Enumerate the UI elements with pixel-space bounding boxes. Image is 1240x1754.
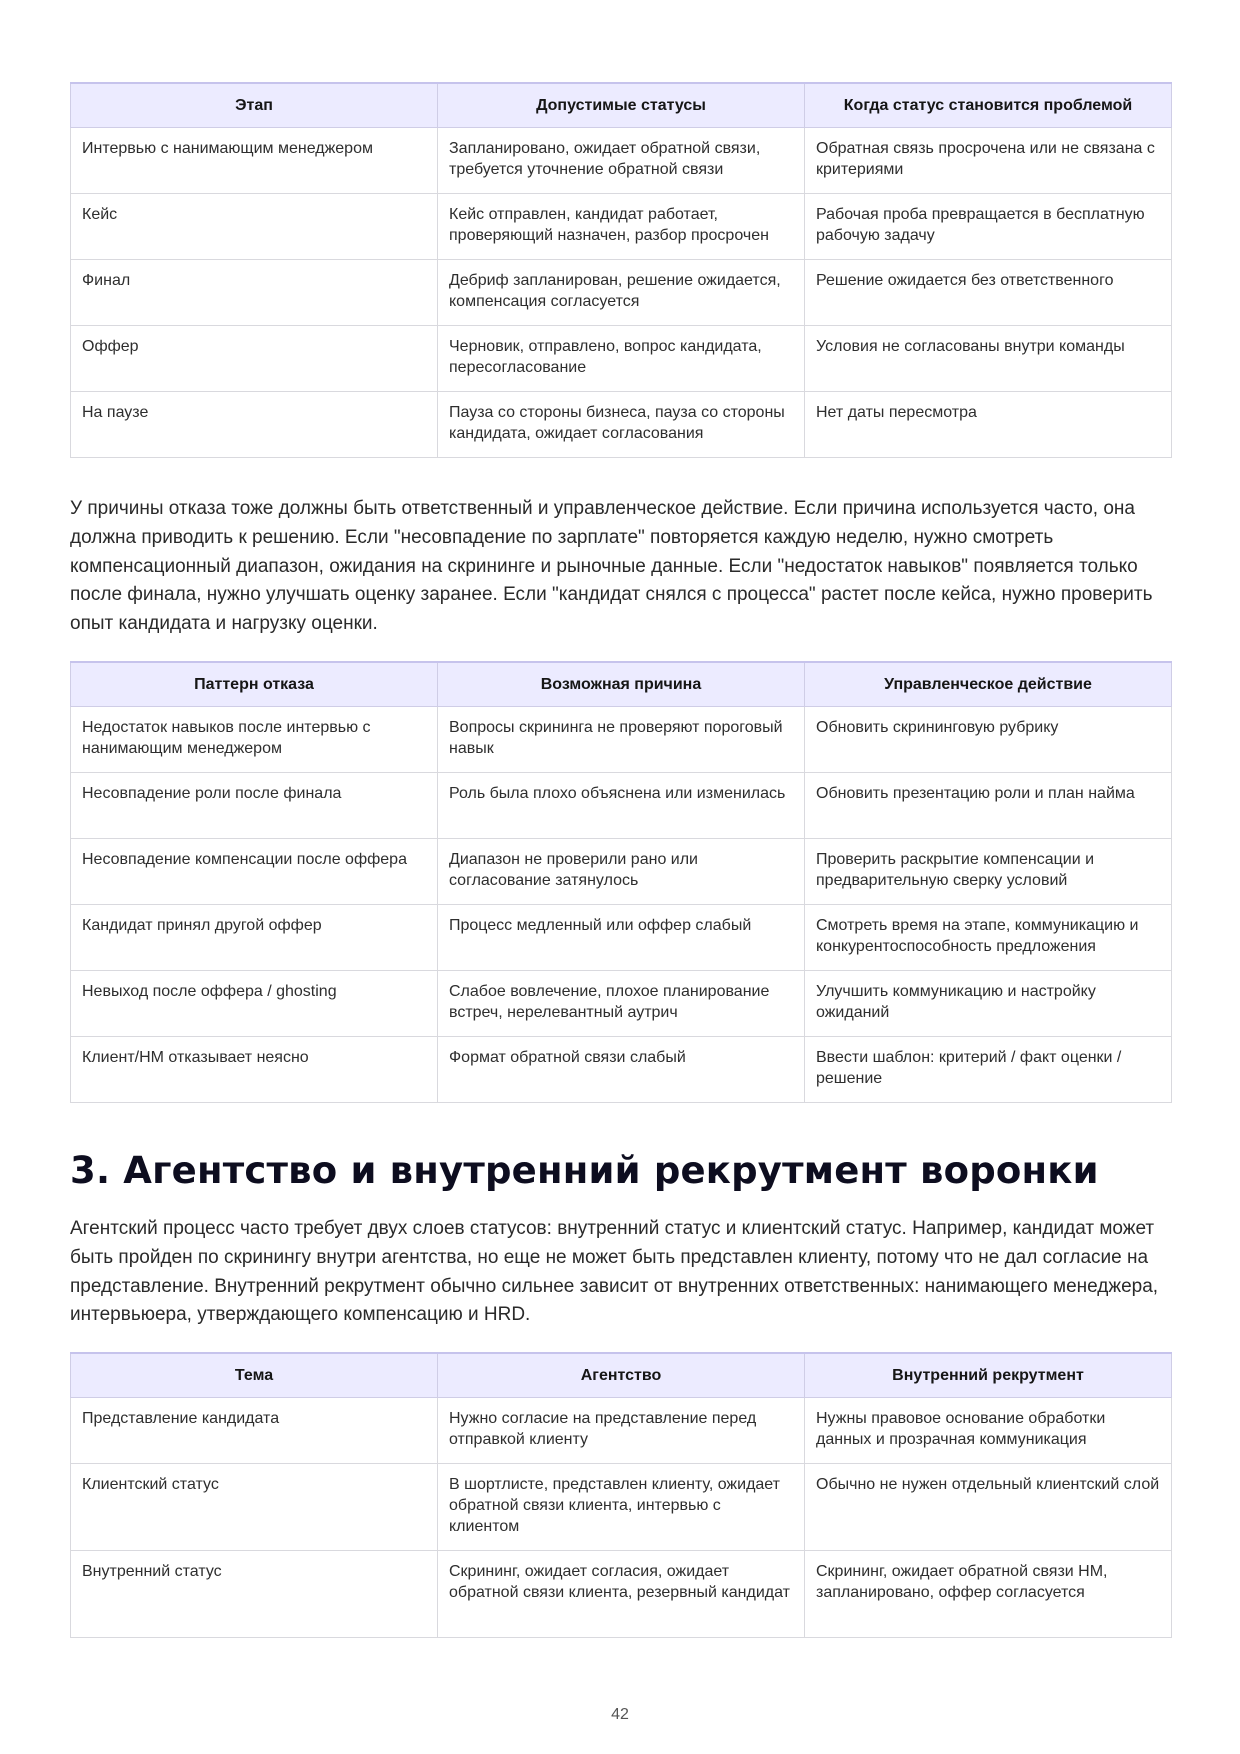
table-cell: Обновить скрининговую рубрику bbox=[805, 706, 1172, 772]
table-row bbox=[71, 1464, 1172, 1551]
table-cell: Смотреть время на этапе, коммуникацию и конкурентоспособность предложения bbox=[805, 904, 1172, 970]
table-header-row bbox=[71, 83, 1172, 128]
table-cell: Обновить презентацию роли и план найма bbox=[805, 772, 1172, 838]
table-cell: Скрининг, ожидает согласия, ожидает обратной связи клиента, резервный кандидат bbox=[438, 1551, 805, 1638]
column-header: Внутренний рекрутмент bbox=[805, 1353, 1172, 1398]
table-row bbox=[71, 326, 1172, 392]
document-page bbox=[70, 82, 1171, 1638]
section-heading: 3. Агентство и внутренний рекрутмент воронки bbox=[70, 1148, 1099, 1192]
table-cell: Пауза со стороны бизнеса, пауза со стороны кандидата, ожидает согласования bbox=[438, 392, 805, 458]
table-cell: Кейс bbox=[71, 194, 438, 260]
table-cell: Вопросы скрининга не проверяют пороговый навык bbox=[438, 706, 805, 772]
table-row bbox=[71, 260, 1172, 326]
table-cell: Процесс медленный или оффер слабый bbox=[438, 904, 805, 970]
table-cell: Проверить раскрытие компенсации и предварительную сверку условий bbox=[805, 838, 1172, 904]
stage-status-table bbox=[70, 82, 1172, 458]
table-cell: Интервью с нанимающим менеджером bbox=[71, 128, 438, 194]
table-cell: Дебриф запланирован, решение ожидается, компенсация согласуется bbox=[438, 260, 805, 326]
table-row bbox=[71, 1398, 1172, 1464]
table-cell: Оффер bbox=[71, 326, 438, 392]
table-cell: Рабочая проба превращается в бесплатную рабочую задачу bbox=[805, 194, 1172, 260]
table-row bbox=[71, 904, 1172, 970]
table-row bbox=[71, 838, 1172, 904]
table-cell: На паузе bbox=[71, 392, 438, 458]
table-cell: Представление кандидата bbox=[71, 1398, 438, 1464]
table-cell: Кейс отправлен, кандидат работает, проверяющий назначен, разбор просрочен bbox=[438, 194, 805, 260]
table-cell: Финал bbox=[71, 260, 438, 326]
table-cell: Условия не согласованы внутри команды bbox=[805, 326, 1172, 392]
table-cell: Несовпадение роли после финала bbox=[71, 772, 438, 838]
column-header: Этап bbox=[71, 83, 438, 128]
table-row bbox=[71, 194, 1172, 260]
table-row bbox=[71, 970, 1172, 1036]
table-cell: Обычно не нужен отдельный клиентский слой bbox=[805, 1464, 1172, 1551]
table-row bbox=[71, 706, 1172, 772]
table-cell: Обратная связь просрочена или не связана с критериями bbox=[805, 128, 1172, 194]
table-cell: Слабое вовлечение, плохое планирование встреч, нерелевантный аутрич bbox=[438, 970, 805, 1036]
table-row bbox=[71, 128, 1172, 194]
table-cell: Улучшить коммуникацию и настройку ожиданий bbox=[805, 970, 1172, 1036]
table-cell: Клиентский статус bbox=[71, 1464, 438, 1551]
table-header-row bbox=[71, 1353, 1172, 1398]
body-paragraph: Агентский процесс часто требует двух слоев статусов: внутренний статус и клиентский статус. Например, кандидат может быть пройден по скринингу внутри агентства, но еще не может быть представлен клиенту, потому что не дал согласие на представление. Внутренний рекрутмент обычно сильнее зависит от внутренних ответственных: нанимающего менеджера, интервьюера, утверждающего компенсацию и HRD. bbox=[70, 1217, 1159, 1326]
column-header: Агентство bbox=[438, 1353, 805, 1398]
table-cell: Невыход после оффера / ghosting bbox=[71, 970, 438, 1036]
table-cell: Черновик, отправлено, вопрос кандидата, пересогласование bbox=[438, 326, 805, 392]
table-cell: Нужно согласие на представление перед отправкой клиенту bbox=[438, 1398, 805, 1464]
column-header: Допустимые статусы bbox=[438, 83, 805, 128]
table-cell: Диапазон не проверили рано или согласование затянулось bbox=[438, 838, 805, 904]
page-number: 42 bbox=[611, 1706, 629, 1723]
table-cell: Кандидат принял другой оффер bbox=[71, 904, 438, 970]
table-cell: Роль была плохо объяснена или изменилась bbox=[438, 772, 805, 838]
table-cell: В шортлисте, представлен клиенту, ожидает обратной связи клиента, интервью с клиентом bbox=[438, 1464, 805, 1551]
table-cell: Нужны правовое основание обработки данных и прозрачная коммуникация bbox=[805, 1398, 1172, 1464]
table-header-row bbox=[71, 662, 1172, 707]
table-cell: Клиент/НМ отказывает неясно bbox=[71, 1036, 438, 1102]
table-cell: Формат обратной связи слабый bbox=[438, 1036, 805, 1102]
body-paragraph: У причины отказа тоже должны быть ответственный и управленческое действие. Если причина используется часто, она должна приводить к решению. Если "несовпадение по зарплате" повторяется каждую неделю, нужно смотреть компенсационный диапазон, ожидания на скрининге и рыночные данные. Если "недостаток навыков" появляется только после финала, нужно улучшать оценку заранее. Если "кандидат снялся с процесса" растет после кейса, нужно проверить опыт кандидата и нагрузку оценки. bbox=[70, 498, 1153, 635]
column-header: Когда статус становится проблемой bbox=[805, 83, 1172, 128]
agency-vs-inhouse-table bbox=[70, 1352, 1172, 1638]
table-cell: Нет даты пересмотра bbox=[805, 392, 1172, 458]
table-cell: Несовпадение компенсации после оффера bbox=[71, 838, 438, 904]
column-header: Тема bbox=[71, 1353, 438, 1398]
table-cell: Решение ожидается без ответственного bbox=[805, 260, 1172, 326]
table-cell: Ввести шаблон: критерий / факт оценки / решение bbox=[805, 1036, 1172, 1102]
table-row bbox=[71, 772, 1172, 838]
table-row bbox=[71, 392, 1172, 458]
table-cell: Скрининг, ожидает обратной связи НМ, запланировано, оффер согласуется bbox=[805, 1551, 1172, 1638]
column-header: Возможная причина bbox=[438, 662, 805, 707]
table-row bbox=[71, 1551, 1172, 1638]
rejection-pattern-table bbox=[70, 661, 1172, 1103]
table-cell: Внутренний статус bbox=[71, 1551, 438, 1638]
table-cell: Недостаток навыков после интервью с нанимающим менеджером bbox=[71, 706, 438, 772]
table-row bbox=[71, 1036, 1172, 1102]
column-header: Управленческое действие bbox=[805, 662, 1172, 707]
column-header: Паттерн отказа bbox=[71, 662, 438, 707]
table-cell: Запланировано, ожидает обратной связи, требуется уточнение обратной связи bbox=[438, 128, 805, 194]
